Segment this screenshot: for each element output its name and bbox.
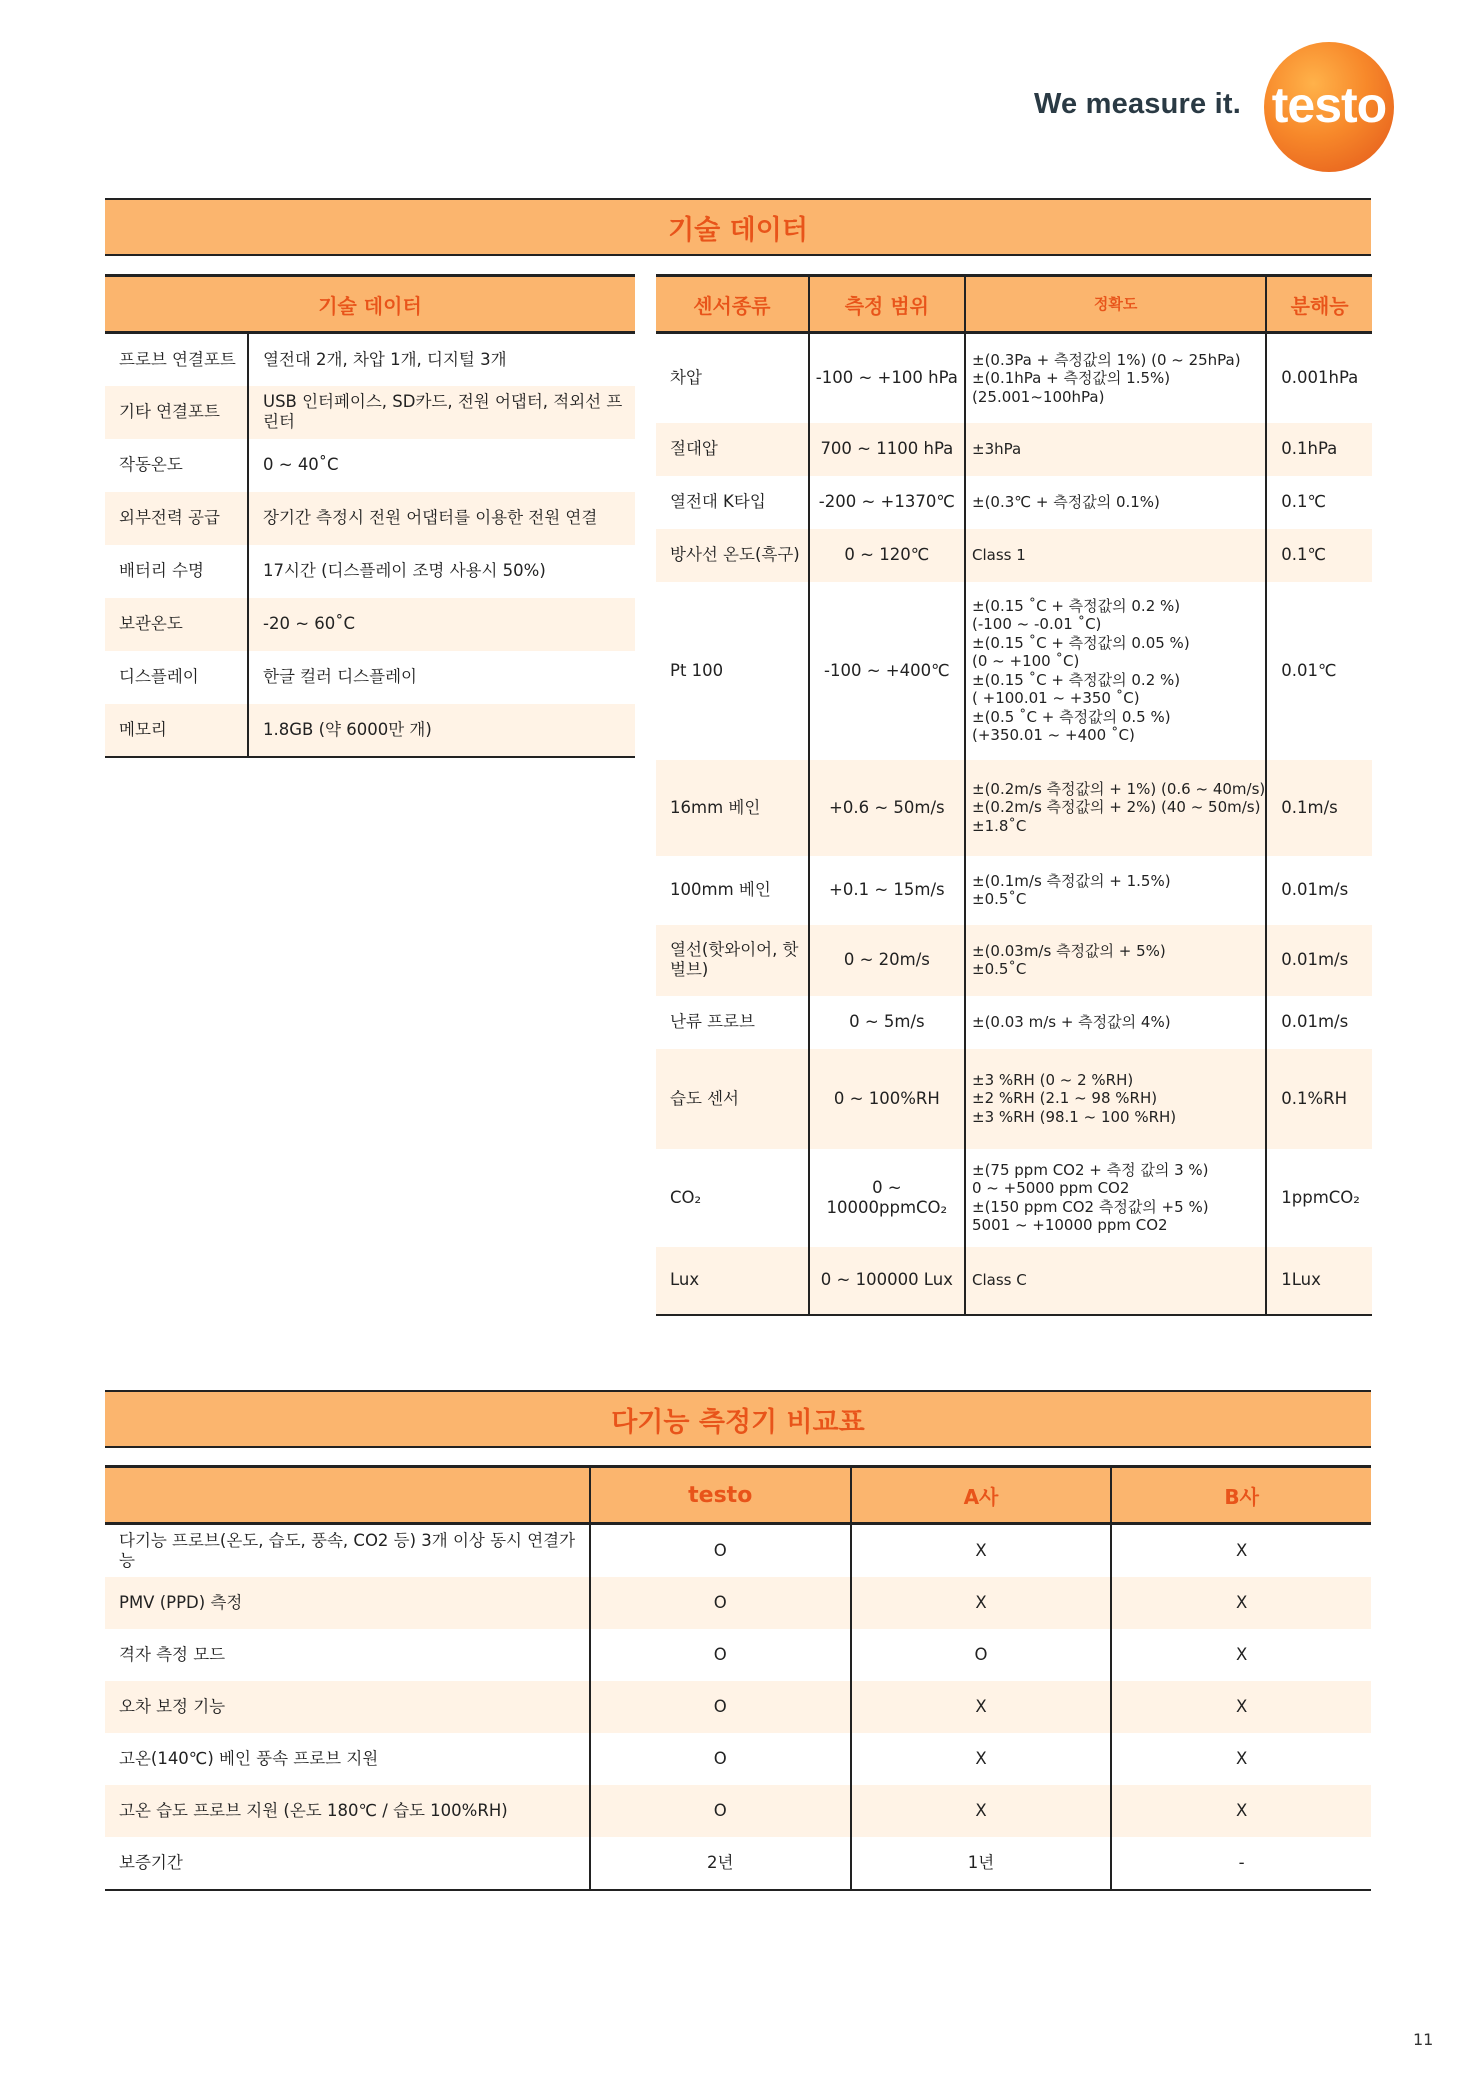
- cmp-a-value: X: [851, 1785, 1112, 1837]
- spec-row: [105, 492, 635, 545]
- cmp-a-value: O: [851, 1629, 1112, 1681]
- sensor-accuracy: [965, 1049, 1266, 1149]
- cmp-feature: 오차 보정 기능: [105, 1681, 590, 1733]
- section-title-comparison: 다기능 측정기 비교표: [105, 1390, 1371, 1448]
- comparison-row: [105, 1733, 1371, 1785]
- comparison-row: [105, 1629, 1371, 1681]
- sensor-range: +0.6 ~ 50m/s: [809, 760, 965, 856]
- cmp-feature: PMV (PPD) 측정: [105, 1577, 590, 1629]
- cmp-testo-value: 2년: [590, 1837, 851, 1890]
- accuracy-line: ±(0.1hPa + 측정값의 1.5%): [972, 369, 1171, 387]
- sensor-row: [656, 423, 1372, 476]
- accuracy-line: Class 1: [972, 545, 1026, 564]
- sensor-row: [656, 476, 1372, 529]
- accuracy-line: ±(75 ppm CO2 + 측정 값의 3 %): [972, 1160, 1209, 1179]
- spec-label: 외부전력 공급: [105, 492, 248, 545]
- cmp-a-value: X: [851, 1577, 1112, 1629]
- sensor-accuracy: [965, 423, 1266, 476]
- cmp-testo-value: O: [590, 1681, 851, 1733]
- sensor-range: 0 ~ 100000 Lux: [809, 1247, 965, 1315]
- page-number: 11: [1413, 2030, 1434, 2049]
- cmp-testo-value: O: [590, 1733, 851, 1785]
- sensor-range: 0 ~ 5m/s: [809, 996, 965, 1049]
- sensor-row: [656, 529, 1372, 582]
- accuracy-line: ±3 %RH (0 ~ 2 %RH): [972, 1070, 1134, 1089]
- cmp-a-value: X: [851, 1733, 1112, 1785]
- sensor-resolution: 0.001hPa: [1281, 368, 1359, 388]
- sensor-type: 열전대 K타입: [656, 476, 809, 529]
- sensor-accuracy: [965, 1149, 1266, 1247]
- sensor-resolution: 1ppmCO₂: [1281, 1187, 1360, 1207]
- sensor-table: [656, 274, 1372, 1316]
- sensor-type: Lux: [656, 1247, 809, 1315]
- accuracy-line: (-100 ~ -0.01 ˚C): [972, 615, 1102, 633]
- cmp-feature: 고온(140℃) 베인 풍속 프로브 지원: [105, 1733, 590, 1785]
- cmp-a-value: X: [851, 1524, 1112, 1578]
- spec-label: 디스플레이: [105, 651, 248, 704]
- cmp-feature: 다기능 프로브(온도, 습도, 풍속, CO2 등) 3개 이상 동시 연결가능: [105, 1524, 590, 1578]
- sensor-row: [656, 333, 1372, 423]
- cmp-b-value: X: [1236, 1749, 1248, 1768]
- sensor-accuracy: [965, 476, 1266, 529]
- sensor-range: 700 ~ 1100 hPa: [809, 423, 965, 476]
- cmp-b-value: X: [1111, 1577, 1371, 1629]
- cmp-testo-value: O: [590, 1629, 851, 1681]
- accuracy-line: ±(0.1m/s 측정값의 + 1.5%): [972, 871, 1171, 890]
- sensor-range: -100 ~ +100 hPa: [809, 333, 965, 423]
- sensor-resolution: 0.1hPa: [1266, 423, 1372, 476]
- logo-text: testo: [1271, 77, 1387, 133]
- spec-row: [105, 386, 635, 439]
- accuracy-line: ±2 %RH (2.1 ~ 98 %RH): [972, 1089, 1158, 1108]
- spec-value: 1.8GB (약 6000만 개): [248, 704, 635, 757]
- sensor-row: [656, 1049, 1372, 1149]
- sensor-resolution: 0.1℃: [1281, 492, 1327, 511]
- accuracy-line: (0 ~ +100 ˚C): [972, 652, 1080, 670]
- comparison-row: [105, 1681, 1371, 1733]
- sensor-type: Pt 100: [656, 582, 809, 760]
- sensor-type: 절대압: [656, 423, 809, 476]
- sensor-accuracy: [965, 582, 1266, 760]
- cmp-col-testo: testo: [590, 1467, 851, 1524]
- accuracy-line: ±0.5˚C: [972, 890, 1027, 908]
- accuracy-line: ±(0.2m/s 측정값의 + 1%) (0.6 ~ 40m/s): [972, 779, 1266, 798]
- cmp-col-a: A사: [851, 1467, 1112, 1524]
- sensor-row: [656, 1149, 1372, 1247]
- accuracy-line: ±(0.15 ˚C + 측정값의 0.2 %): [972, 670, 1181, 689]
- spec-value: 열전대 2개, 차압 1개, 디지털 3개: [263, 349, 507, 369]
- sensor-range: +0.1 ~ 15m/s: [809, 856, 965, 925]
- sensor-col-type: 센서종류: [656, 276, 809, 333]
- cmp-col-feature: [105, 1467, 590, 1524]
- accuracy-line: ±(0.15 ˚C + 측정값의 0.05 %): [972, 633, 1190, 652]
- accuracy-line: ±1.8˚C: [972, 816, 1027, 835]
- sensor-type: 습도 센서: [656, 1049, 809, 1149]
- accuracy-line: (25.001~100hPa): [972, 387, 1105, 406]
- accuracy-line: ±(0.5 ˚C + 측정값의 0.5 %): [972, 707, 1171, 726]
- cmp-b-value: -: [1111, 1837, 1371, 1890]
- sensor-accuracy: [965, 1247, 1266, 1315]
- spec-label: 메모리: [105, 704, 248, 757]
- sensor-type: 난류 프로브: [656, 996, 809, 1049]
- sensor-accuracy: [965, 925, 1266, 996]
- sensor-resolution: 0.1%RH: [1266, 1049, 1372, 1149]
- comparison-table: [105, 1465, 1371, 1891]
- accuracy-line: ±(0.2m/s 측정값의 + 2%) (40 ~ 50m/s): [972, 798, 1261, 817]
- accuracy-line: Class C: [972, 1270, 1027, 1289]
- sensor-row: [656, 856, 1372, 925]
- spec-label: 배터리 수명: [105, 545, 248, 598]
- sensor-row: [656, 1247, 1372, 1315]
- spec-row: [105, 704, 635, 757]
- cmp-b-value: X: [1236, 1541, 1248, 1560]
- sensor-type: CO₂: [656, 1149, 809, 1247]
- cmp-b-value: X: [1111, 1785, 1371, 1837]
- accuracy-line: ±0.5˚C: [972, 960, 1027, 978]
- sensor-accuracy: [965, 333, 1266, 423]
- cmp-testo-value: O: [590, 1577, 851, 1629]
- sensor-resolution: 0.01℃: [1281, 660, 1337, 680]
- sensor-range: 0 ~ 120℃: [809, 529, 965, 582]
- spec-table: [105, 274, 635, 758]
- sensor-resolution: 0.01m/s: [1266, 925, 1372, 996]
- accuracy-line: ±(0.15 ˚C + 측정값의 0.2 %): [972, 596, 1181, 615]
- comparison-row: [105, 1577, 1371, 1629]
- sensor-range: -100 ~ +400℃: [809, 582, 965, 760]
- cmp-col-b: B사: [1111, 1467, 1371, 1524]
- spec-label: 보관온도: [105, 598, 248, 651]
- sensor-resolution: 0.01m/s: [1281, 1012, 1349, 1031]
- spec-value: USB 인터페이스, SD카드, 전원 어댑터, 적외선 프린터: [248, 386, 635, 439]
- sensor-accuracy: [965, 529, 1266, 582]
- sensor-col-resolution: 분해능: [1266, 276, 1372, 333]
- cmp-a-value: 1년: [851, 1837, 1112, 1890]
- spec-value: 0 ~ 40˚C: [263, 455, 339, 474]
- sensor-accuracy: [965, 856, 1266, 925]
- cmp-feature: 보증기간: [105, 1837, 590, 1890]
- sensor-col-accuracy: 정확도: [965, 276, 1266, 333]
- sensor-row: [656, 582, 1372, 760]
- spec-value: 17시간 (디스플레이 조명 사용시 50%): [263, 561, 546, 580]
- accuracy-line: ±3hPa: [972, 439, 1022, 458]
- spec-label: 작동온도: [105, 439, 248, 492]
- sensor-range: 0 ~ 100%RH: [809, 1049, 965, 1149]
- spec-value: -20 ~ 60˚C: [248, 598, 635, 651]
- sensor-range: 0 ~ 20m/s: [809, 925, 965, 996]
- spec-row: [105, 439, 635, 492]
- sensor-row: [656, 996, 1372, 1049]
- cmp-b-value: X: [1236, 1645, 1248, 1664]
- accuracy-line: ( +100.01 ~ +350 ˚C): [972, 689, 1140, 707]
- accuracy-line: 0 ~ +5000 ppm CO2: [972, 1179, 1130, 1197]
- spec-row: [105, 651, 635, 704]
- accuracy-line: (+350.01 ~ +400 ˚C): [972, 726, 1135, 744]
- cmp-b-value: X: [1111, 1681, 1371, 1733]
- spec-row: [105, 545, 635, 598]
- accuracy-line: ±3 %RH (98.1 ~ 100 %RH): [972, 1107, 1177, 1126]
- sensor-row: [656, 925, 1372, 996]
- sensor-range: 0 ~ 10000ppmCO₂: [809, 1149, 965, 1247]
- section-title-tech-data: 기술 데이터: [105, 198, 1371, 256]
- sensor-type: 16mm 베인: [656, 760, 809, 856]
- brand-tagline: We measure it.: [1034, 88, 1241, 120]
- sensor-accuracy: [965, 760, 1266, 856]
- spec-row: [105, 333, 635, 386]
- sensor-type: 방사선 온도(흑구): [656, 529, 809, 582]
- sensor-type: 차압: [656, 333, 809, 423]
- sensor-resolution: 1Lux: [1266, 1247, 1372, 1315]
- sensor-type: 열선(핫와이어, 핫벌브): [656, 925, 809, 996]
- sensor-resolution: 0.1℃: [1266, 529, 1372, 582]
- sensor-row: [656, 760, 1372, 856]
- sensor-resolution: 0.1m/s: [1266, 760, 1372, 856]
- sensor-type: 100mm 베인: [656, 856, 809, 925]
- spec-row: [105, 598, 635, 651]
- accuracy-line: 5001 ~ +10000 ppm CO2: [972, 1216, 1168, 1234]
- spec-label: 프로브 연결포트: [105, 333, 248, 386]
- accuracy-line: ±(0.3℃ + 측정값의 0.1%): [972, 492, 1160, 511]
- cmp-testo-value: O: [590, 1785, 851, 1837]
- comparison-row: [105, 1837, 1371, 1890]
- sensor-range: -200 ~ +1370℃: [809, 476, 965, 529]
- spec-table-header: 기술 데이터: [105, 276, 635, 333]
- testo-logo: [1264, 42, 1394, 172]
- comparison-row: [105, 1524, 1371, 1578]
- accuracy-line: ±(150 ppm CO2 측정값의 +5 %): [972, 1197, 1209, 1216]
- sensor-resolution: 0.01m/s: [1281, 880, 1349, 899]
- cmp-testo-value: O: [590, 1524, 851, 1578]
- accuracy-line: ±(0.3Pa + 측정값의 1%) (0 ~ 25hPa): [972, 350, 1241, 369]
- spec-value: 장기간 측정시 전원 어댑터를 이용한 전원 연결: [248, 492, 635, 545]
- sensor-accuracy: [965, 996, 1266, 1049]
- accuracy-line: ±(0.03m/s 측정값의 + 5%): [972, 941, 1166, 960]
- accuracy-line: ±(0.03 m/s + 측정값의 4%): [972, 1012, 1171, 1031]
- cmp-a-value: X: [851, 1681, 1112, 1733]
- sensor-col-range: 측정 범위: [809, 276, 965, 333]
- comparison-row: [105, 1785, 1371, 1837]
- cmp-feature: 고온 습도 프로브 지원 (온도 180℃ / 습도 100%RH): [105, 1785, 590, 1837]
- spec-label: 기타 연결포트: [105, 386, 248, 439]
- cmp-feature: 격자 측정 모드: [105, 1629, 590, 1681]
- spec-value: 한글 컬러 디스플레이: [263, 667, 417, 686]
